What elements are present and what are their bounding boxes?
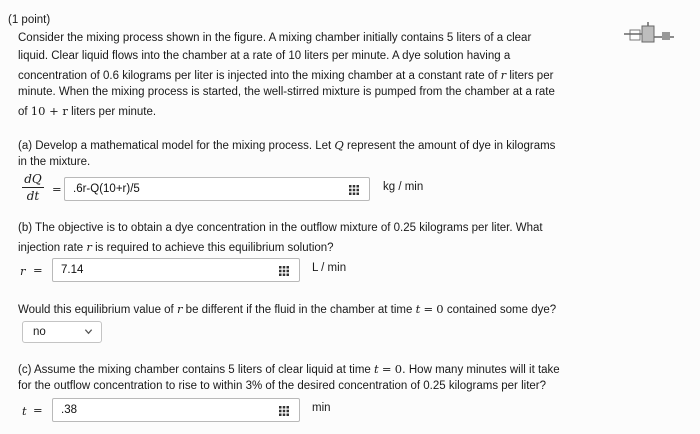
t-answer-input[interactable]	[52, 398, 300, 422]
intro-line-4: minute. When the mixing process is started, the well-stirred mixture is pumped from the chamber at a rate	[18, 86, 555, 98]
part-a-equals: =	[52, 182, 62, 196]
chevron-down-icon	[84, 327, 93, 336]
part-b-line-2: injection rate r is required to achieve this equilibrium solution?	[18, 240, 334, 254]
part-a-prompt: (a) Develop a mathematical model for the mixing process. Let Q represent the amount of dye in kilograms	[18, 138, 556, 152]
part-b-unit: L / min	[312, 262, 347, 274]
part-b-equals: =	[33, 263, 43, 277]
intro-line-2: liquid. Clear liquid flows into the chamber at a rate of 10 liters per minute. A dye solution having a	[18, 50, 511, 62]
mixing-figure-thumbnail[interactable]	[624, 22, 676, 48]
part-b-line-1: (b) The objective is to obtain a dye concentration in the outflow mixture of 0.25 kilograms per liter. What	[18, 222, 543, 234]
part-a-unit: kg / min	[383, 181, 424, 193]
part-c-line-2: for the outflow concentration to rise to within 3% of the desired concentration of 0.25 kilograms per liter?	[18, 380, 547, 392]
t-answer-value: .38	[61, 404, 77, 416]
points-label: (1 point)	[8, 14, 51, 26]
dye-difference-select[interactable]	[22, 321, 102, 343]
dq-dt-answer-input[interactable]	[64, 177, 370, 201]
intro-line-3: concentration of 0.6 kilograms per liter is injected into the mixing chamber at a constant rate of r liters per	[18, 68, 554, 82]
equation-editor-icon[interactable]	[279, 266, 289, 276]
derivative-dq-dt: dQ dt	[22, 172, 44, 203]
part-c-line-1: (c) Assume the mixing chamber contains 5 liters of clear liquid at time t = 0. How many minutes will it take	[18, 362, 560, 376]
intro-line-1: Consider the mixing process shown in the figure. A mixing chamber initially contains 5 liters of a clear	[18, 32, 532, 44]
dq-dt-answer-value: .6r-Q(10+r)/5	[73, 183, 140, 195]
r-answer-value: 7.14	[61, 264, 84, 276]
part-c-var-label: t	[22, 404, 27, 418]
part-b-var-label: r	[20, 264, 26, 278]
dye-difference-value: no	[33, 326, 46, 338]
equation-editor-icon[interactable]	[279, 406, 289, 416]
part-a-prompt-line-2: in the mixture.	[18, 156, 91, 168]
equation-editor-icon[interactable]	[349, 185, 359, 195]
part-c-unit: min	[312, 402, 331, 414]
r-answer-input[interactable]	[52, 258, 300, 282]
part-b-question-2: Would this equilibrium value of r be different if the fluid in the chamber at time t = 0 contained some dye?	[18, 302, 557, 316]
part-c-equals: =	[33, 403, 43, 417]
intro-line-5: of 10 + r liters per minute.	[18, 104, 157, 118]
